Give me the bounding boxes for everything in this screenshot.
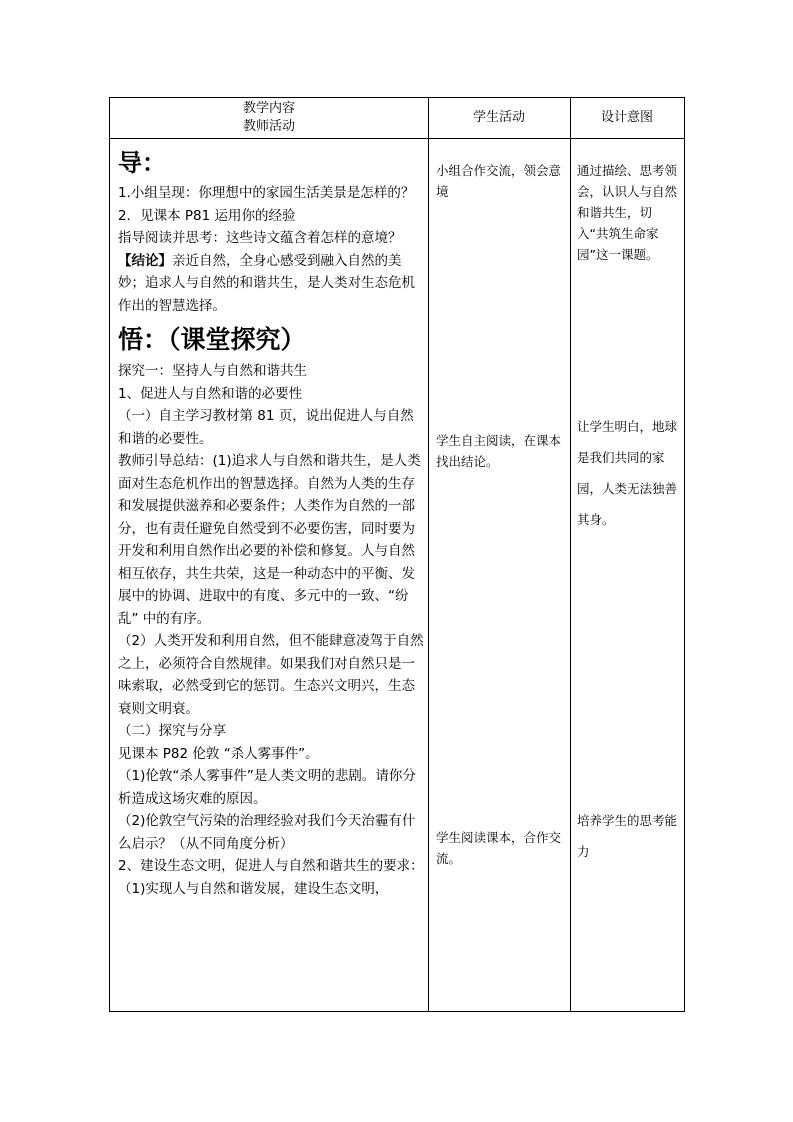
paragraph: 指导阅读并思考：这些诗文蕴含着怎样的意境？ — [118, 230, 402, 246]
design-intent-2: 让学生明白，地球是我们共同的家园，人类无法独善其身。 — [577, 419, 678, 527]
student-activity-2: 学生自主阅读，在课本找出结论。 — [436, 433, 562, 469]
paragraph: 教师引导总结：(1)追求人与自然和谐共生，是人类面对生态危机作出的智慧选择。自然为人类的生存和发展提供滋养和必要条件；人类作为自然的一部分，也有责任避免自然受到不必要伤害，同时要为开发和利用自然作出必要的补偿和修复。人与自然相互依存，共生共荣，这是一种动态中的平衡、发展中的协调、进取中的有度、多元中的一致、“纷乱” 中的有序。 — [118, 453, 421, 627]
wu-title: 悟：（课堂探究） — [118, 325, 306, 354]
paragraph: 1、促进人与自然和谐的必要性 — [118, 385, 303, 402]
design-intent-3: 培养学生的思考能力 — [577, 813, 678, 859]
column-divider — [570, 98, 571, 1011]
header-col1-line2: 教师活动 — [242, 119, 295, 134]
dao-title: 导： — [118, 148, 166, 177]
lesson-plan-table — [109, 97, 685, 1012]
paragraph: 1.小组呈现：你理想中的家园生活美景是怎样的？ — [118, 185, 415, 201]
paragraph: （1)实现人与自然和谐发展，建设生态文明， — [118, 880, 389, 897]
conclusion-text: 亲近自然，全身心感受到融入自然的美妙；追求人与自然的和谐共生，是人类对生态危机作出的智慧选择。 — [118, 252, 415, 314]
student-activity-3: 学生阅读课本，合作交流。 — [436, 830, 562, 866]
header-teaching-content — [110, 98, 428, 138]
header-col1-line1: 教学内容 — [242, 101, 295, 116]
conclusion — [118, 250, 426, 318]
header-divider — [110, 138, 684, 139]
paragraph: （2）人类开发和利用自然，但不能肆意凌驾于自然之上，必须符合自然规律。如果我们对自然只是一味索取，必然受到它的惩罚。生态兴文明兴，生态衰则文明衰。 — [118, 633, 424, 717]
paragraph: 探究一：坚持人与自然和谐共生 — [118, 363, 307, 379]
student-activity-1: 小组合作交流，领会意境 — [436, 163, 562, 199]
column-divider — [428, 98, 429, 1011]
header-col2: 学生活动 — [472, 110, 525, 125]
header-student-activity — [428, 98, 570, 138]
header-col3: 设计意图 — [600, 110, 653, 125]
conclusion-label: 【结论】 — [118, 252, 172, 269]
paragraph: （2)伦敦空气污染的治理经验对我们今天治霾有什么启示？（从不同角度分析） — [118, 813, 416, 852]
paragraph: （一）自主学习教材第 81 页，说出促进人与自然和谐的必要性。 — [118, 408, 414, 447]
paragraph: 2．见课本 P81 运用你的经验 — [118, 207, 296, 224]
header-design-intent — [570, 98, 684, 138]
design-intent-1: 通过描绘、思考领会，认识人与自然和谐共生，切入“共筑生命家园”这一课题。 — [577, 163, 678, 262]
paragraph: （1)伦敦“杀人雾事件”是人类文明的悲剧。请你分析造成这场灾难的原因。 — [118, 768, 416, 807]
paragraph: 2、建设生态文明，促进人与自然和谐共生的要求： — [118, 858, 424, 874]
paragraph: 见课本 P82 伦敦 “杀人雾事件”。 — [118, 745, 319, 762]
paragraph: （二）探究与分享 — [118, 723, 226, 739]
teacher-activity-cell — [118, 144, 426, 900]
